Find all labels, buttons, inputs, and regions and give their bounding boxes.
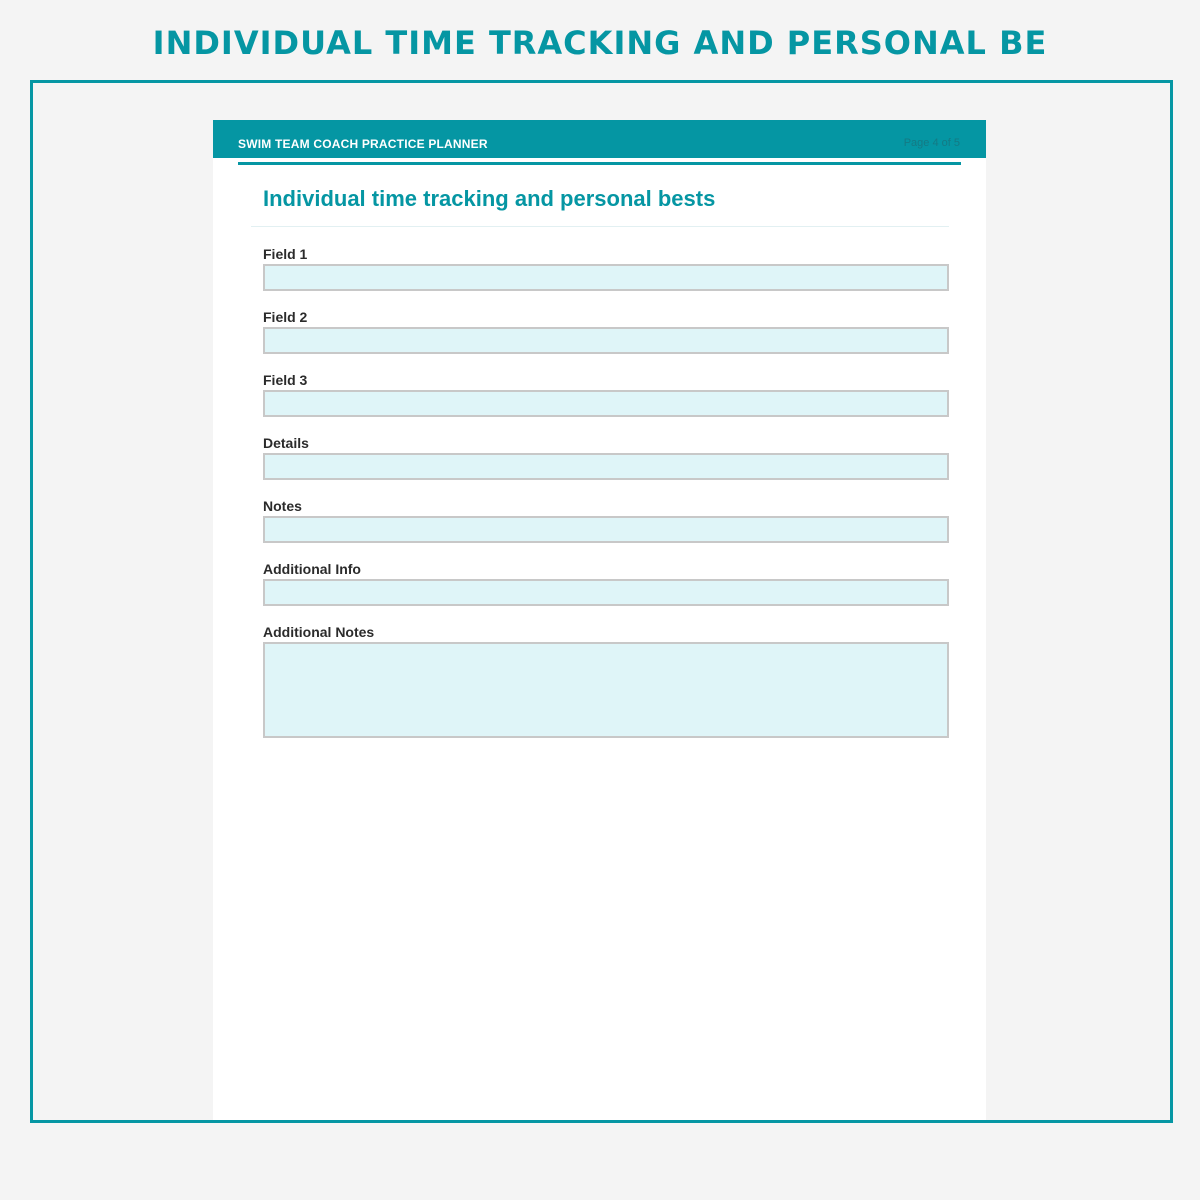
section-title: Individual time tracking and personal bests [263, 186, 716, 211]
notes-label: Notes [263, 498, 302, 514]
header-divider [238, 162, 961, 165]
details-input[interactable] [263, 453, 949, 480]
page-banner-title: INDIVIDUAL TIME TRACKING AND PERSONAL BE [152, 24, 1048, 62]
additional-info-label: Additional Info [263, 561, 361, 577]
additional-notes-label: Additional Notes [263, 624, 375, 640]
details-label: Details [263, 435, 309, 451]
field-3-input[interactable] [263, 390, 949, 417]
field-2-label: Field 2 [263, 309, 308, 325]
field-3-label: Field 3 [263, 372, 308, 388]
sheet-header-bar [213, 120, 986, 158]
document-sheet [213, 120, 986, 1120]
sheet-header-title: SWIM TEAM COACH PRACTICE PLANNER [238, 137, 488, 151]
additional-notes-textarea[interactable] [263, 642, 949, 738]
field-1-label: Field 1 [263, 246, 308, 262]
notes-input[interactable] [263, 516, 949, 543]
field-1-input[interactable] [263, 264, 949, 291]
field-2-input[interactable] [263, 327, 949, 354]
title-divider [251, 226, 949, 227]
additional-info-input[interactable] [263, 579, 949, 606]
page-indicator: Page 4 of 5 [903, 137, 960, 149]
